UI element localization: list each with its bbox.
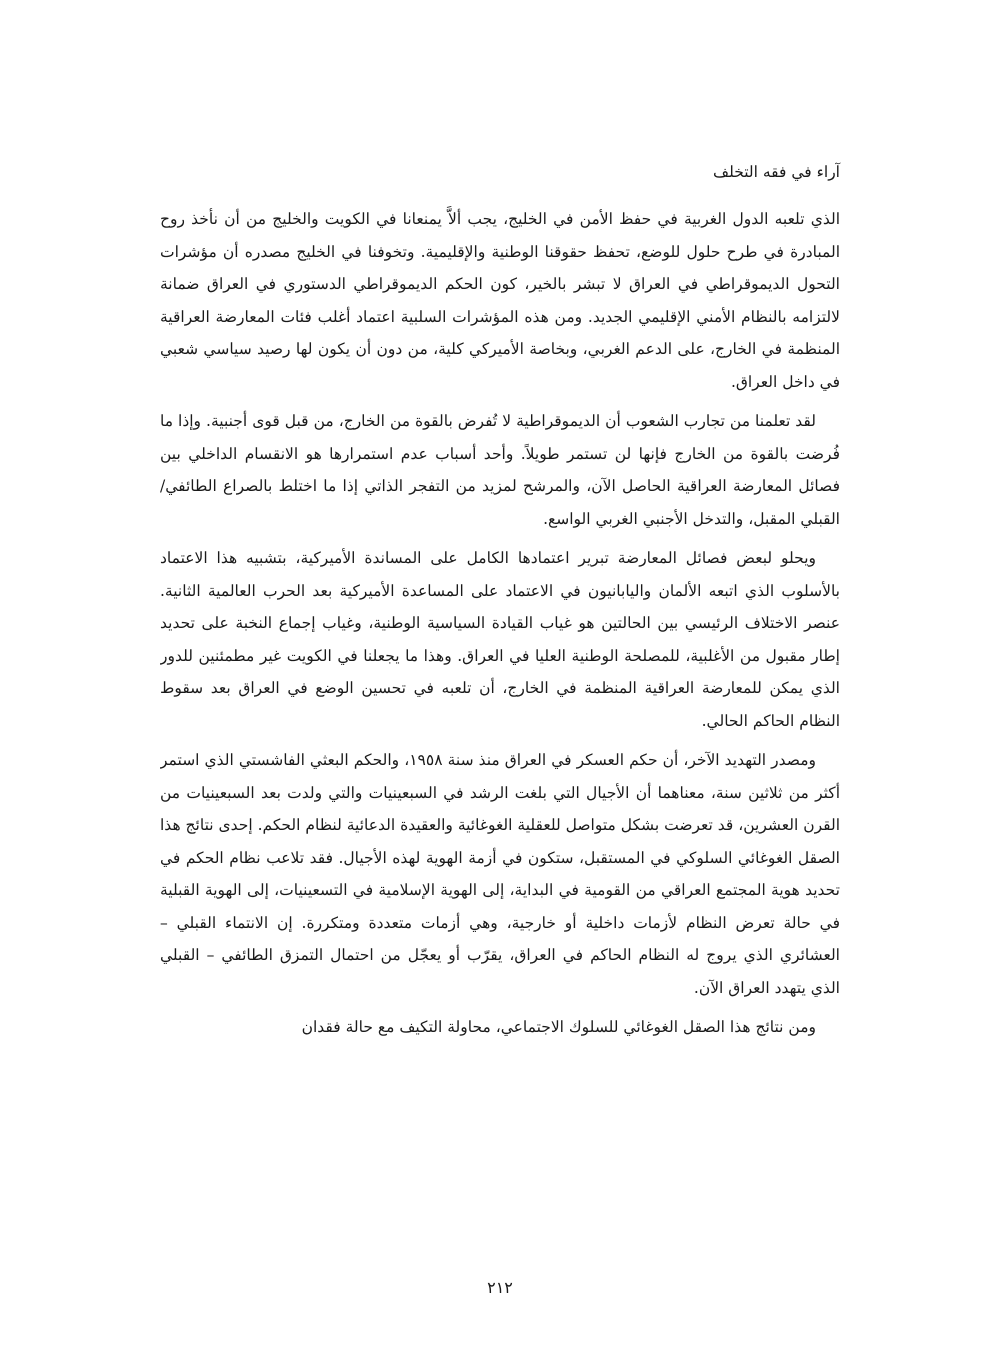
paragraph-2: لقد تعلمنا من تجارب الشعوب أن الديموقراطية لا تُفرض بالقوة من الخارج، من قبل قوى أجنبية. وإذا ما فُرضت بالقوة من الخارج فإنها لن تستمر طويلاً. وأحد أسباب عدم استمرارها هو الانقسام الداخلي بين فصائل المعارضة العراقية الحاصل الآن، والمرشح لمزيد من التفجر الذاتي إذا ما اختلط بالصراع الطائفي/القبلي المقبل، والتدخل الأجنبي الغربي الواسع. xyxy=(160,412,840,528)
page-number: ٢١٢ xyxy=(487,1278,513,1297)
paragraph-4: ومصدر التهديد الآخر، أن حكم العسكر في العراق منذ سنة ١٩٥٨، والحكم البعثي الفاشستي الذي استمر أكثر من ثلاثين سنة، معناهما أن الأجيال التي بلغت الرشد في السبعينيات والتي ولدت بعد السبعينيات من القرن العشرين، قد تعرضت بشكل متواصل للعقلية الغوغائية والعقيدة الدعائية لنظام الحكم. إحدى نتائج هذا الصقل الغوغائي السلوكي في المستقبل، ستكون في أزمة الهوية لهذه الأجيال. فقد تلاعب نظام الحكم في تحديد هوية المجتمع العراقي من القومية في البداية، إلى الهوية الإسلامية في التسعينيات، إلى الهوية القبلية في حالة تعرض النظام لأزمات داخلية أو خارجية، وهي أزمات متعددة ومتكررة. إن الانتماء القبلي – العشائري الذي يروج له النظام الحاكم في العراق، يقرّب أو يعجّل من احتمال التمزق الطائفي – القبلي الذي يتهدد العراق الآن. xyxy=(160,751,840,997)
paragraph-1: الذي تلعبه الدول الغربية في حفظ الأمن في الخليج، يجب ألاَّ يمنعانا في الكويت والخليج من أن نأخذ روح المبادرة في طرح حلول للوضع، تحفظ حقوقنا الوطنية والإقليمية. وتخوفنا في الخليج مصدره أن مؤشرات التحول الديموقراطي في العراق لا تبشر بالخير، كون الحكم الديموقراطي الدستوري في العراق ضمانة لالتزامه بالنظام الأمني الإقليمي الجديد. ومن هذه المؤشرات السلبية اعتماد أغلب فئات المعارضة العراقية المنظمة في الخارج، على الدعم الغربي، وبخاصة الأميركي كلية، من دون أن يكون لها رصيد سياسي شعبي في داخل العراق. xyxy=(160,210,840,391)
running-header-title: آراء في فقه التخلف xyxy=(713,163,840,181)
paragraph-3: ويحلو لبعض فصائل المعارضة تبرير اعتمادها الكامل على المساندة الأميركية، بتشبيه هذا الاعتماد بالأسلوب الذي اتبعه الألمان واليابانيون في الاعتماد على المساعدة الأميركية بعد الحرب العالمية الثانية. عنصر الاختلاف الرئيسي بين الحالتين هو غياب القيادة السياسية الوطنية، وغياب إجماع النخبة على تحديد إطار مقبول من الأغلبية، للمصلحة الوطنية العليا في العراق. وهذا ما يجعلنا في الكويت غير مطمئنين للدور الذي يمكن للمعارضة العراقية المنظمة في الخارج، أن تلعبه في تحسين الوضع في العراق بعد سقوط النظام الحاكم الحالي. xyxy=(160,549,840,730)
paragraph-5: ومن نتائج هذا الصقل الغوغائي للسلوك الاجتماعي، محاولة التكيف مع حالة فقدان xyxy=(301,1018,816,1036)
page-body-text xyxy=(160,203,840,1241)
